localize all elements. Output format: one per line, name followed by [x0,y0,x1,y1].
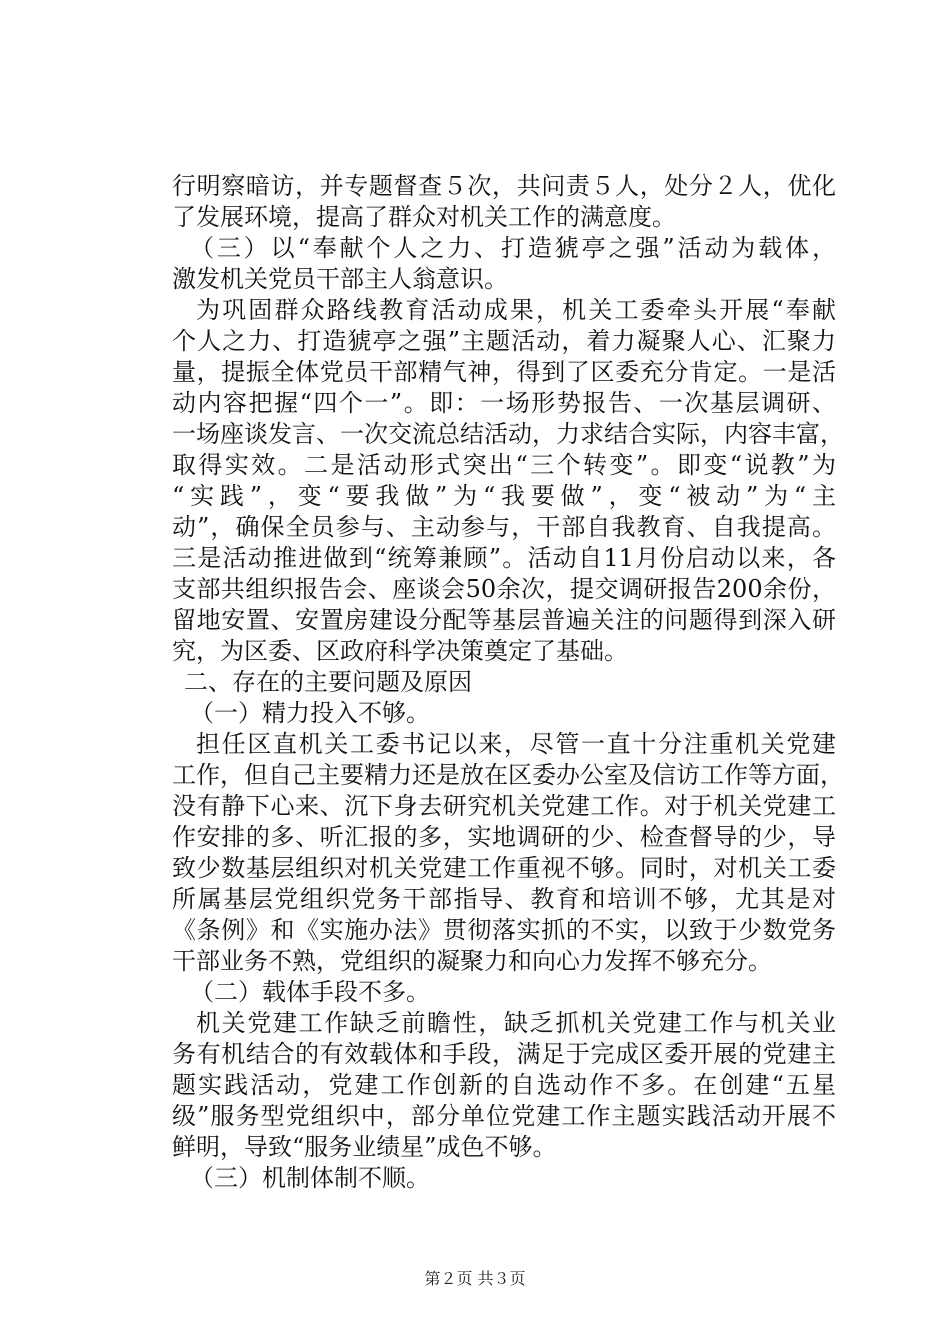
text-line: 级”服务型党组织中，部分单位党建工作主题实践活动开展不 [172,1102,836,1130]
text-line: 作安排的多、听汇报的多，实地调研的少、检查督导的少，导 [172,823,836,851]
text-line: 究，为区委、区政府科学决策奠定了基础。 [172,637,628,665]
text-line: 为巩固群众路线教育活动成果，机关工委牵头开展“奉献 [196,296,836,324]
text-line: 鲜明，导致“服务业绩星”成色不够。 [172,1133,557,1161]
text-line: 致少数基层组织对机关党建工作重视不够。同时，对机关工委 [172,854,836,882]
text-line: 支部共组织报告会、座谈会50余次，提交调研报告200余份， [172,575,836,603]
section-heading: （三）以“奉献个人之力、打造猇亭之强”活动为载体， [190,234,836,262]
section-heading: 二、存在的主要问题及原因 [184,668,472,696]
text-line: 《条例》和《实施办法》贯彻落实抓的不实，以致于少数党务 [172,916,836,944]
text-line: 没有静下心来、沉下身去研究机关党建工作。对于机关党建工 [172,792,836,820]
text-line: 留地安置、安置房建设分配等基层普遍关注的问题得到深入研 [172,606,836,634]
text-line: 三是活动推进做到“统筹兼顾”。活动自11月份启动以来，各 [172,544,836,572]
text-line: 取得实效。二是活动形式突出“三个转变”。即变“说教”为 [172,451,836,479]
text-line: 机关党建工作缺乏前瞻性，缺乏抓机关党建工作与机关业 [196,1009,836,1037]
text-line: 动”，确保全员参与、主动参与，干部自我教育、自我提高。 [172,513,836,541]
text-line: 了发展环境，提高了群众对机关工作的满意度。 [172,203,676,231]
text-line: “实践”，变“要我做”为“我要做”，变“被动”为“主 [172,482,836,510]
text-line: 动内容把握“四个一”。即：一场形势报告、一次基层调研、 [172,389,836,417]
text-line: 所属基层党组织党务干部指导、教育和培训不够，尤其是对 [172,885,836,913]
text-line: 务有机结合的有效载体和手段，满足于完成区委开展的党建主 [172,1040,836,1068]
page-number: 第２页 共３页 [424,1269,526,1288]
text-line: 一场座谈发言、一次交流总结活动，力求结合实际，内容丰富， [172,420,844,448]
text-line: 行明察暗访，并专题督查５次，共问责５人，处分２人，优化 [172,172,836,200]
subsection-heading: （二）载体手段不多。 [190,978,430,1006]
section-heading: 激发机关党员干部主人翁意识。 [172,265,508,293]
text-line: 干部业务不熟，党组织的凝聚力和向心力发挥不够充分。 [172,947,772,975]
subsection-heading: （一）精力投入不够。 [190,699,430,727]
text-line: 工作，但自己主要精力还是放在区委办公室及信访工作等方面， [172,761,844,789]
text-line: 量，提振全体党员干部精气神，得到了区委充分肯定。一是活 [172,358,836,386]
text-line: 题实践活动，党建工作创新的自选动作不多。在创建“五星 [172,1071,836,1099]
document-body [172,171,844,1194]
page-footer [0,1266,950,1289]
subsection-heading: （三）机制体制不顺。 [190,1164,430,1192]
text-line: 担任区直机关工委书记以来，尽管一直十分注重机关党建 [196,730,836,758]
text-line: 个人之力、打造猇亭之强”主题活动，着力凝聚人心、汇聚力 [172,327,836,355]
